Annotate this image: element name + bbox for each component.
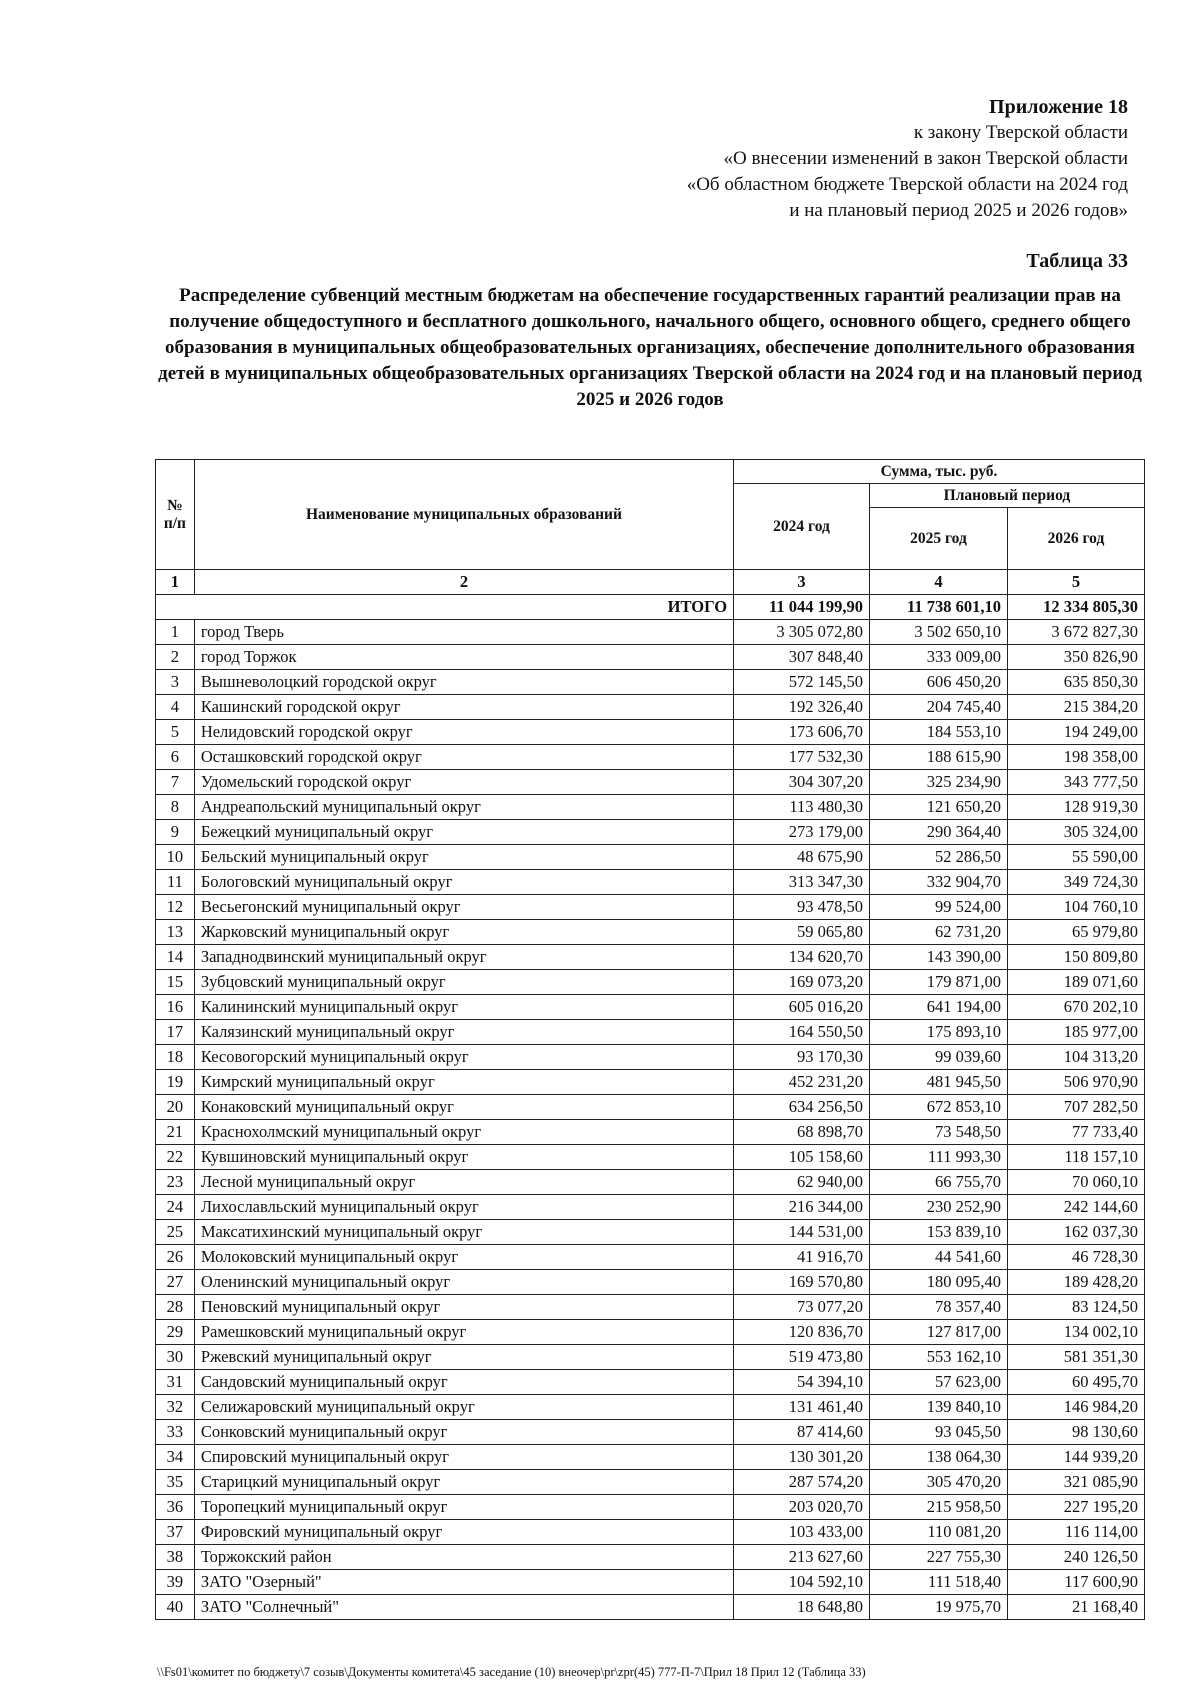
municipality-name: город Торжок [194, 645, 733, 670]
table-row [156, 1370, 1145, 1395]
amount-2026: 118 157,10 [1008, 1145, 1145, 1170]
row-number: 29 [156, 1320, 195, 1345]
municipality-name: Кесовогорский муниципальный округ [194, 1045, 733, 1070]
row-number: 12 [156, 895, 195, 920]
amount-2025: 44 541,60 [869, 1245, 1007, 1270]
table-row [156, 920, 1145, 945]
municipality-name: Весьегонский муниципальный округ [194, 895, 733, 920]
col-header-no: № п/п [156, 460, 195, 570]
amount-2024: 41 916,70 [734, 1245, 870, 1270]
row-number: 8 [156, 795, 195, 820]
amount-2024: 93 478,50 [734, 895, 870, 920]
table-row [156, 945, 1145, 970]
amount-2025: 153 839,10 [869, 1220, 1007, 1245]
municipality-name: ЗАТО "Озерный" [194, 1570, 733, 1595]
amount-2026: 305 324,00 [1008, 820, 1145, 845]
row-number: 20 [156, 1095, 195, 1120]
amount-2024: 164 550,50 [734, 1020, 870, 1045]
amount-2025: 111 993,30 [869, 1145, 1007, 1170]
amount-2025: 93 045,50 [869, 1420, 1007, 1445]
amount-2024: 131 461,40 [734, 1395, 870, 1420]
amount-2026: 242 144,60 [1008, 1195, 1145, 1220]
amount-2026: 134 002,10 [1008, 1320, 1145, 1345]
municipality-name: Бежецкий муниципальный округ [194, 820, 733, 845]
amount-2026: 349 724,30 [1008, 870, 1145, 895]
amount-2024: 634 256,50 [734, 1095, 870, 1120]
amount-2024: 169 570,80 [734, 1270, 870, 1295]
table-body [156, 620, 1145, 1620]
amount-2025: 230 252,90 [869, 1195, 1007, 1220]
table-row [156, 1395, 1145, 1420]
amount-2025: 672 853,10 [869, 1095, 1007, 1120]
table-row [156, 870, 1145, 895]
row-number: 35 [156, 1470, 195, 1495]
municipality-name: Кувшиновский муниципальный округ [194, 1145, 733, 1170]
amount-2025: 204 745,40 [869, 695, 1007, 720]
table-row [156, 670, 1145, 695]
amount-2025: 127 817,00 [869, 1320, 1007, 1345]
amount-2024: 203 020,70 [734, 1495, 870, 1520]
amount-2025: 333 009,00 [869, 645, 1007, 670]
amount-2026: 55 590,00 [1008, 845, 1145, 870]
amount-2026: 343 777,50 [1008, 770, 1145, 795]
amount-2026: 707 282,50 [1008, 1095, 1145, 1120]
table-row [156, 645, 1145, 670]
amount-2025: 553 162,10 [869, 1345, 1007, 1370]
row-number: 25 [156, 1220, 195, 1245]
row-number: 34 [156, 1445, 195, 1470]
row-number: 3 [156, 670, 195, 695]
municipality-name: Сандовский муниципальный округ [194, 1370, 733, 1395]
amount-2024: 105 158,60 [734, 1145, 870, 1170]
row-number: 36 [156, 1495, 195, 1520]
amount-2024: 68 898,70 [734, 1120, 870, 1145]
table-row [156, 1220, 1145, 1245]
table-row [156, 770, 1145, 795]
row-number: 14 [156, 945, 195, 970]
row-number: 27 [156, 1270, 195, 1295]
amount-2026: 189 071,60 [1008, 970, 1145, 995]
municipality-name: Пеновский муниципальный округ [194, 1295, 733, 1320]
table-row [156, 1420, 1145, 1445]
amount-2024: 605 016,20 [734, 995, 870, 1020]
amount-2025: 641 194,00 [869, 995, 1007, 1020]
amount-2025: 111 518,40 [869, 1570, 1007, 1595]
municipality-name: Калязинский муниципальный округ [194, 1020, 733, 1045]
row-number: 15 [156, 970, 195, 995]
row-number: 17 [156, 1020, 195, 1045]
amount-2024: 216 344,00 [734, 1195, 870, 1220]
table-row [156, 1470, 1145, 1495]
amount-2024: 103 433,00 [734, 1520, 870, 1545]
amount-2024: 62 940,00 [734, 1170, 870, 1195]
municipality-name: Бельский муниципальный округ [194, 845, 733, 870]
municipality-name: Краснохолмский муниципальный округ [194, 1120, 733, 1145]
table-row [156, 845, 1145, 870]
row-number: 24 [156, 1195, 195, 1220]
row-number: 5 [156, 720, 195, 745]
table-row [156, 1120, 1145, 1145]
table-row [156, 620, 1145, 645]
municipality-name: Нелидовский городской округ [194, 720, 733, 745]
row-number: 10 [156, 845, 195, 870]
table-row [156, 1595, 1145, 1620]
amount-2025: 139 840,10 [869, 1395, 1007, 1420]
table-row [156, 1145, 1145, 1170]
column-number: 4 [869, 570, 1007, 595]
amount-2024: 213 627,60 [734, 1545, 870, 1570]
column-number: 2 [194, 570, 733, 595]
amount-2024: 54 394,10 [734, 1370, 870, 1395]
row-number: 22 [156, 1145, 195, 1170]
col-header-planned: Плановый период [869, 484, 1144, 508]
table-row [156, 1520, 1145, 1545]
amount-2025: 305 470,20 [869, 1470, 1007, 1495]
amount-2025: 188 615,90 [869, 745, 1007, 770]
amount-2025: 62 731,20 [869, 920, 1007, 945]
column-number: 3 [734, 570, 870, 595]
amount-2026: 60 495,70 [1008, 1370, 1145, 1395]
municipality-name: Максатихинский муниципальный округ [194, 1220, 733, 1245]
amount-2026: 77 733,40 [1008, 1120, 1145, 1145]
appendix-line-2: «О внесении изменений в закон Тверской области [723, 148, 1128, 169]
municipality-name: Фировский муниципальный округ [194, 1520, 733, 1545]
total-2026: 12 334 805,30 [1008, 595, 1145, 620]
amount-2026: 581 351,30 [1008, 1345, 1145, 1370]
amount-2026: 162 037,30 [1008, 1220, 1145, 1245]
row-number: 38 [156, 1545, 195, 1570]
table-row [156, 1245, 1145, 1270]
total-row [156, 595, 1145, 620]
amount-2024: 18 648,80 [734, 1595, 870, 1620]
amount-2025: 138 064,30 [869, 1445, 1007, 1470]
amount-2025: 606 450,20 [869, 670, 1007, 695]
col-header-sum: Сумма, тыс. руб. [734, 460, 1145, 484]
amount-2025: 57 623,00 [869, 1370, 1007, 1395]
table-row [156, 1495, 1145, 1520]
amount-2025: 121 650,20 [869, 795, 1007, 820]
row-number: 9 [156, 820, 195, 845]
amount-2026: 70 060,10 [1008, 1170, 1145, 1195]
table-row [156, 695, 1145, 720]
file-path-footer: \\Fs01\комитет по бюджету\7 созыв\Документы комитета\45 заседание (10) внеочер\pr\zpr(45) 777-П-7\Прил 18 Прил 12 (Таблица 33) [157, 1665, 866, 1679]
amount-2025: 179 871,00 [869, 970, 1007, 995]
amount-2024: 120 836,70 [734, 1320, 870, 1345]
table-row [156, 1070, 1145, 1095]
row-number: 2 [156, 645, 195, 670]
amount-2024: 192 326,40 [734, 695, 870, 720]
table-row [156, 1295, 1145, 1320]
amount-2026: 506 970,90 [1008, 1070, 1145, 1095]
amount-2026: 104 313,20 [1008, 1045, 1145, 1070]
table-row [156, 1045, 1145, 1070]
amount-2024: 313 347,30 [734, 870, 870, 895]
row-number: 18 [156, 1045, 195, 1070]
row-number: 13 [156, 920, 195, 945]
amount-2024: 113 480,30 [734, 795, 870, 820]
row-number: 21 [156, 1120, 195, 1145]
municipality-name: Селижаровский муниципальный округ [194, 1395, 733, 1420]
table-row [156, 1445, 1145, 1470]
amount-2026: 198 358,00 [1008, 745, 1145, 770]
amount-2026: 46 728,30 [1008, 1245, 1145, 1270]
amount-2025: 19 975,70 [869, 1595, 1007, 1620]
amount-2026: 128 919,30 [1008, 795, 1145, 820]
municipality-name: Осташковский городской округ [194, 745, 733, 770]
amount-2026: 21 168,40 [1008, 1595, 1145, 1620]
amount-2026: 144 939,20 [1008, 1445, 1145, 1470]
amount-2026: 65 979,80 [1008, 920, 1145, 945]
amount-2025: 227 755,30 [869, 1545, 1007, 1570]
table-number: Таблица 33 [1026, 250, 1128, 272]
total-label: ИТОГО [156, 595, 734, 620]
appendix-line-3: «Об областном бюджете Тверской области на 2024 год [686, 174, 1128, 195]
appendix-header [687, 94, 1128, 224]
amount-2026: 240 126,50 [1008, 1545, 1145, 1570]
amount-2024: 144 531,00 [734, 1220, 870, 1245]
amount-2024: 169 073,20 [734, 970, 870, 995]
amount-2025: 73 548,50 [869, 1120, 1007, 1145]
municipality-name: Рамешковский муниципальный округ [194, 1320, 733, 1345]
amount-2025: 3 502 650,10 [869, 620, 1007, 645]
amount-2026: 194 249,00 [1008, 720, 1145, 745]
row-number: 33 [156, 1420, 195, 1445]
table-row [156, 970, 1145, 995]
amount-2025: 143 390,00 [869, 945, 1007, 970]
col-header-2024: 2024 год [734, 484, 870, 570]
municipality-name: Кашинский городской округ [194, 695, 733, 720]
municipality-name: Западнодвинский муниципальный округ [194, 945, 733, 970]
table-row [156, 1270, 1145, 1295]
table-row [156, 1320, 1145, 1345]
amount-2024: 3 305 072,80 [734, 620, 870, 645]
municipality-name: Кимрский муниципальный округ [194, 1070, 733, 1095]
table-row [156, 1570, 1145, 1595]
municipality-name: Спировский муниципальный округ [194, 1445, 733, 1470]
amount-2025: 52 286,50 [869, 845, 1007, 870]
row-number: 19 [156, 1070, 195, 1095]
amount-2026: 227 195,20 [1008, 1495, 1145, 1520]
municipality-name: Оленинский муниципальный округ [194, 1270, 733, 1295]
table-row [156, 820, 1145, 845]
amount-2025: 290 364,40 [869, 820, 1007, 845]
amount-2026: 116 114,00 [1008, 1520, 1145, 1545]
amount-2026: 185 977,00 [1008, 1020, 1145, 1045]
amount-2025: 110 081,20 [869, 1520, 1007, 1545]
amount-2026: 104 760,10 [1008, 895, 1145, 920]
table-row [156, 895, 1145, 920]
municipality-name: Ржевский муниципальный округ [194, 1345, 733, 1370]
municipality-name: Лихославльский муниципальный округ [194, 1195, 733, 1220]
amount-2024: 177 532,30 [734, 745, 870, 770]
amount-2025: 184 553,10 [869, 720, 1007, 745]
subventions-table [155, 459, 1145, 1620]
amount-2024: 304 307,20 [734, 770, 870, 795]
row-number: 23 [156, 1170, 195, 1195]
amount-2026: 117 600,90 [1008, 1570, 1145, 1595]
municipality-name: Конаковский муниципальный округ [194, 1095, 733, 1120]
column-number: 5 [1008, 570, 1145, 595]
municipality-name: Торопецкий муниципальный округ [194, 1495, 733, 1520]
row-number: 32 [156, 1395, 195, 1420]
amount-2026: 83 124,50 [1008, 1295, 1145, 1320]
col-header-2026: 2026 год [1008, 508, 1145, 570]
amount-2026: 215 384,20 [1008, 695, 1145, 720]
municipality-name: Калининский муниципальный округ [194, 995, 733, 1020]
row-number: 26 [156, 1245, 195, 1270]
amount-2024: 519 473,80 [734, 1345, 870, 1370]
amount-2026: 189 428,20 [1008, 1270, 1145, 1295]
document-title: Распределение субвенций местным бюджетам на обеспечение государственных гарантий реализации прав на получение общедоступного и бесплатного дошкольного, начального общего, основного общего, среднего общего образования в муниципальных общеобразовательных организациях, обеспечение дополнительного образования детей в муниципальных общеобразовательных организациях Тверской области на 2024 год и на плановый период 2025 и 2026 годов [158, 285, 1142, 410]
amount-2024: 307 848,40 [734, 645, 870, 670]
row-number: 1 [156, 620, 195, 645]
municipality-name: Зубцовский муниципальный округ [194, 970, 733, 995]
amount-2025: 180 095,40 [869, 1270, 1007, 1295]
row-number: 31 [156, 1370, 195, 1395]
municipality-name: Удомельский городской округ [194, 770, 733, 795]
municipality-name: Старицкий муниципальный округ [194, 1470, 733, 1495]
municipality-name: Бологовский муниципальный округ [194, 870, 733, 895]
municipality-name: Вышневолоцкий городской округ [194, 670, 733, 695]
amount-2025: 99 039,60 [869, 1045, 1007, 1070]
table-row [156, 1095, 1145, 1120]
amount-2025: 66 755,70 [869, 1170, 1007, 1195]
total-2025: 11 738 601,10 [869, 595, 1007, 620]
amount-2024: 173 606,70 [734, 720, 870, 745]
table-row [156, 1545, 1145, 1570]
appendix-line-1: к закону Тверской области [913, 122, 1128, 143]
table-row [156, 745, 1145, 770]
col-header-name: Наименование муниципальных образований [194, 460, 733, 570]
amount-2026: 321 085,90 [1008, 1470, 1145, 1495]
table-row [156, 1170, 1145, 1195]
table-row [156, 1195, 1145, 1220]
appendix-title: Приложение 18 [989, 96, 1128, 118]
table-row [156, 1020, 1145, 1045]
total-2024: 11 044 199,90 [734, 595, 870, 620]
amount-2024: 93 170,30 [734, 1045, 870, 1070]
row-number: 39 [156, 1570, 195, 1595]
amount-2024: 452 231,20 [734, 1070, 870, 1095]
amount-2024: 287 574,20 [734, 1470, 870, 1495]
amount-2026: 635 850,30 [1008, 670, 1145, 695]
municipality-name: Торжокский район [194, 1545, 733, 1570]
amount-2024: 87 414,60 [734, 1420, 870, 1445]
municipality-name: Жарковский муниципальный округ [194, 920, 733, 945]
row-number: 37 [156, 1520, 195, 1545]
amount-2024: 130 301,20 [734, 1445, 870, 1470]
column-number-row [156, 570, 1145, 595]
table-row [156, 720, 1145, 745]
amount-2025: 175 893,10 [869, 1020, 1007, 1045]
municipality-name: Андреапольский муниципальный округ [194, 795, 733, 820]
amount-2025: 99 524,00 [869, 895, 1007, 920]
municipality-name: Молоковский муниципальный округ [194, 1245, 733, 1270]
row-number: 28 [156, 1295, 195, 1320]
row-number: 4 [156, 695, 195, 720]
row-number: 6 [156, 745, 195, 770]
table-row [156, 1345, 1145, 1370]
col-header-2025: 2025 год [869, 508, 1007, 570]
amount-2026: 146 984,20 [1008, 1395, 1145, 1420]
row-number: 11 [156, 870, 195, 895]
row-number: 16 [156, 995, 195, 1020]
amount-2024: 273 179,00 [734, 820, 870, 845]
amount-2025: 481 945,50 [869, 1070, 1007, 1095]
amount-2024: 104 592,10 [734, 1570, 870, 1595]
table-row [156, 995, 1145, 1020]
amount-2025: 215 958,50 [869, 1495, 1007, 1520]
row-number: 30 [156, 1345, 195, 1370]
amount-2026: 150 809,80 [1008, 945, 1145, 970]
amount-2024: 59 065,80 [734, 920, 870, 945]
municipality-name: город Тверь [194, 620, 733, 645]
municipality-name: Сонковский муниципальный округ [194, 1420, 733, 1445]
appendix-line-4: и на плановый период 2025 и 2026 годов» [789, 200, 1128, 221]
amount-2026: 3 672 827,30 [1008, 620, 1145, 645]
amount-2024: 572 145,50 [734, 670, 870, 695]
column-number: 1 [156, 570, 195, 595]
amount-2026: 98 130,60 [1008, 1420, 1145, 1445]
amount-2024: 73 077,20 [734, 1295, 870, 1320]
municipality-name: Лесной муниципальный округ [194, 1170, 733, 1195]
amount-2026: 670 202,10 [1008, 995, 1145, 1020]
amount-2024: 134 620,70 [734, 945, 870, 970]
row-number: 7 [156, 770, 195, 795]
row-number: 40 [156, 1595, 195, 1620]
amount-2025: 78 357,40 [869, 1295, 1007, 1320]
amount-2024: 48 675,90 [734, 845, 870, 870]
amount-2025: 332 904,70 [869, 870, 1007, 895]
amount-2026: 350 826,90 [1008, 645, 1145, 670]
amount-2025: 325 234,90 [869, 770, 1007, 795]
table-row [156, 795, 1145, 820]
municipality-name: ЗАТО "Солнечный" [194, 1595, 733, 1620]
